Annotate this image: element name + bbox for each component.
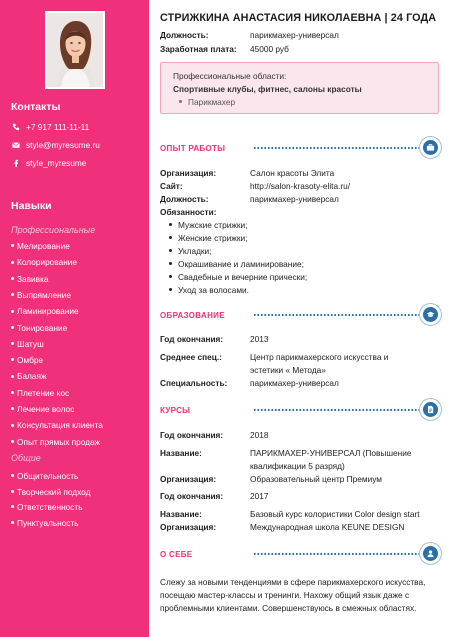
bullet-dot [11, 505, 14, 508]
duty-item [169, 220, 247, 230]
course1-name-line1: ПАРИКМАХЕР-УНИВЕРСАЛ (Повышение [250, 448, 412, 458]
courses-title: КУРСЫ [160, 406, 191, 415]
course1-name-line2: квалификации 5 разряд) [250, 461, 345, 471]
general-skill [11, 518, 79, 528]
bullet-dot [169, 249, 172, 252]
user-icon [419, 542, 442, 565]
contact-phone[interactable] [11, 122, 89, 132]
general-skill [11, 502, 83, 512]
bullet-dot [11, 375, 14, 378]
professional-skill [11, 420, 103, 430]
salary-value: 45000 руб [250, 44, 289, 54]
professional-skill-text: Лечение волос [17, 404, 75, 414]
professional-skill [11, 388, 69, 398]
professional-skill [11, 257, 77, 267]
bullet-dot [11, 293, 14, 296]
professional-skill-text: Опыт прямых продаж [17, 436, 101, 447]
bullet-dot [11, 474, 14, 477]
duty-item [169, 246, 212, 256]
professional-skill-text: Балаяж [17, 371, 47, 382]
duty-item [169, 233, 247, 243]
professional-skill [11, 306, 79, 316]
bullet-dot [11, 391, 14, 394]
edu-spec-label: Специальность: [160, 378, 228, 388]
bullet-dot [11, 244, 14, 247]
duty-item-text: Окрашивание и ламинирование; [178, 258, 304, 269]
general-skill-text: Пунктуальность [17, 517, 79, 528]
exp-site-label: Сайт: [160, 181, 183, 191]
professional-skill [11, 371, 47, 381]
page-title: СТРИЖКИНА АНАСТАСИЯ НИКОЛАЕВНА | 24 ГОДА [160, 12, 437, 24]
duty-item [169, 285, 249, 295]
duty-item [169, 272, 307, 282]
portrait-image [47, 13, 103, 87]
course2-org-label: Организация: [160, 522, 217, 532]
profile-photo [45, 11, 105, 89]
course2-name-value: Базовый курс колористики Color design start [250, 509, 420, 519]
duty-item-text: Уход за волосами. [178, 284, 249, 295]
edu-school-label: Среднее спец.: [160, 352, 222, 362]
course2-year-value: 2017 [250, 491, 269, 501]
professional-skill-text: Тонирование [17, 322, 68, 333]
exp-org-label: Организация: [160, 168, 217, 178]
professional-skill [11, 323, 67, 333]
exp-position-value: парикмахер-универсал [250, 194, 339, 204]
professional-skill-text: Омбре [17, 355, 44, 366]
edu-school-line1: Центр парикмахерского искусства и [250, 352, 389, 362]
briefcase-icon [419, 136, 442, 159]
general-skill [11, 487, 90, 497]
bullet-dot [11, 490, 14, 493]
professional-area-text: Парикмахер [188, 97, 236, 107]
duty-item [169, 259, 304, 269]
facebook-icon [11, 159, 20, 168]
professional-skill [11, 355, 43, 365]
course1-org-label: Организация: [160, 474, 217, 484]
sidebar [0, 0, 149, 637]
professional-skill-text: Шатуш [17, 338, 44, 349]
professional-areas-box [160, 62, 439, 114]
duty-item-text: Женские стрижки; [178, 232, 248, 243]
edu-spec-value: парикмахер-универсал [250, 378, 339, 388]
professional-area-item [179, 97, 235, 107]
email-icon [11, 141, 20, 150]
professional-skill-text: Плетение кос [17, 387, 70, 398]
professional-skill-text: Мелирование [17, 241, 70, 251]
bullet-dot [11, 521, 14, 524]
course1-year-value: 2018 [250, 430, 269, 440]
professional-areas-title: Профессиональные области: [173, 71, 287, 81]
professional-skills-heading: Профессиональные [11, 225, 96, 235]
bullet-dot [11, 407, 14, 410]
facebook-text: style_myresume [26, 158, 87, 168]
professional-skill-text: Завивка [17, 273, 49, 284]
experience-title: ОПЫТ РАБОТЫ [160, 144, 226, 153]
about-text: Слежу за новыми тенденциями в сфере парикмахерского искусства, посещаю мастер-классы и тренинги. Нахожу общий язык даже с проблемными клиентами. Совершенствуюсь в смежных областях. [160, 577, 426, 613]
education-divider [253, 314, 423, 316]
bullet-dot [11, 440, 14, 443]
bullet-dot [169, 236, 172, 239]
course2-org-value: Международная школа KEUNE DESIGN [250, 522, 405, 532]
graduation-cap-icon [419, 303, 442, 326]
experience-divider [253, 147, 423, 149]
professional-skill-text: Ламинирование [17, 306, 79, 317]
exp-org-value: Салон красоты Элита [250, 168, 335, 178]
main-content [149, 0, 450, 637]
professional-skill [11, 274, 49, 284]
duty-item-text: Укладки; [178, 245, 212, 256]
professional-skill-text: Консультация клиента [17, 420, 103, 431]
exp-site-link[interactable]: http://salon-krasoty-elita.ru/ [250, 181, 351, 191]
general-skill-text: Ответственность [17, 502, 83, 512]
bullet-dot [11, 277, 14, 280]
general-skill-text: Творческий подход [17, 486, 91, 497]
education-title: ОБРАЗОВАНИЕ [160, 311, 225, 320]
bullet-dot [169, 288, 172, 291]
bullet-dot [11, 261, 14, 264]
bullet-dot [11, 310, 14, 313]
course2-year-label: Год окончания: [160, 491, 224, 501]
course1-year-label: Год окончания: [160, 430, 224, 440]
about-title: О СЕБЕ [160, 550, 193, 559]
bullet-dot [11, 342, 14, 345]
professional-skill-text: Колорирование [17, 257, 78, 268]
email-text: style@myresume.ru [26, 140, 100, 150]
course1-org-value: Образовательный центр Премиум [250, 474, 382, 484]
courses-divider [253, 409, 423, 411]
position-value: парикмахер-универсал [250, 30, 339, 40]
professional-areas-subtitle: Спортивные клубы, фитнес, салоны красоты [173, 84, 362, 94]
professional-skill [11, 290, 71, 300]
contacts-heading: Контакты [11, 101, 61, 113]
bullet-dot [11, 358, 14, 361]
professional-skill [11, 241, 70, 251]
phone-text: +7 917 111-11-11 [26, 122, 90, 132]
about-divider [253, 553, 423, 555]
bullet-dot [11, 326, 14, 329]
general-skill-text: Общительность [17, 471, 79, 481]
professional-skill [11, 404, 74, 414]
exp-position-label: Должность: [160, 194, 209, 204]
course2-name-label: Название: [160, 509, 202, 519]
duty-item-text: Свадебные и вечерние прически; [178, 271, 308, 282]
bullet-dot [169, 262, 172, 265]
exp-duties-label: Обязанности: [160, 207, 217, 217]
bullet-dot [169, 275, 172, 278]
professional-skill [11, 339, 44, 349]
document-icon [419, 398, 442, 421]
skills-heading: Навыки [11, 200, 52, 212]
salary-label: Заработная плата: [160, 44, 237, 54]
general-skill [11, 471, 78, 481]
contact-email[interactable] [11, 140, 100, 150]
professional-skill-text: Выпрямление [17, 289, 71, 300]
course1-name-label: Название: [160, 448, 202, 458]
general-skills-heading: Общие [11, 453, 41, 463]
bullet-dot [11, 424, 14, 427]
professional-skill [11, 437, 100, 447]
edu-school-line2: эстетики « Метода» [250, 365, 326, 375]
edu-year-value: 2013 [250, 334, 269, 344]
position-label: Должность: [160, 30, 209, 40]
phone-icon [11, 123, 20, 132]
duty-item-text: Мужские стрижки; [178, 220, 248, 230]
bullet-dot [169, 223, 172, 226]
contact-facebook[interactable] [11, 158, 86, 168]
edu-year-label: Год окончания: [160, 334, 224, 344]
